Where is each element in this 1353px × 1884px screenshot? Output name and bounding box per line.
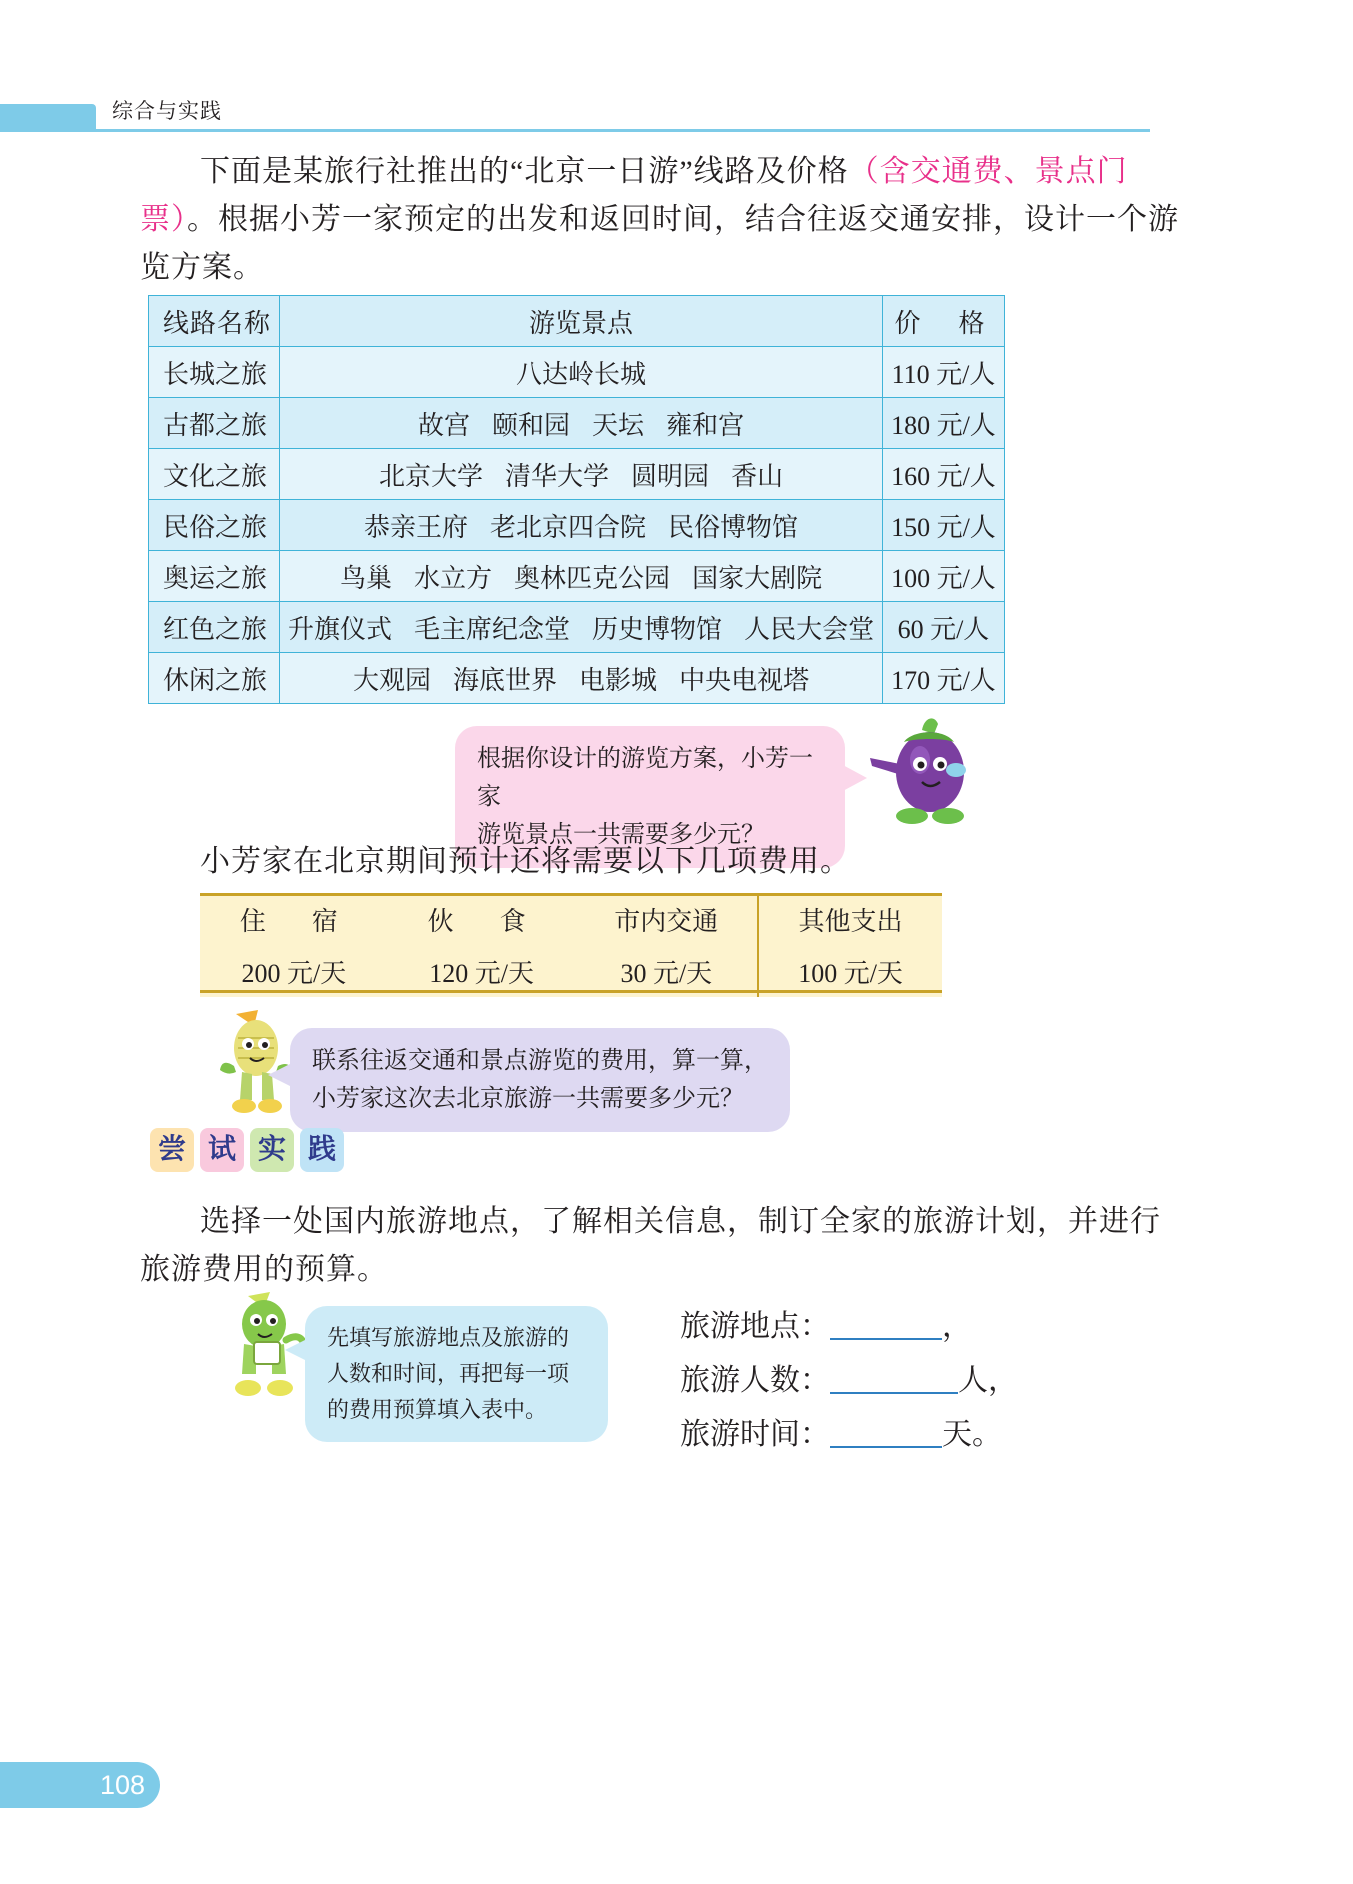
route-price: 150 元/人 — [883, 500, 1005, 551]
cost-value-local-transport: 30 元/天 — [576, 945, 759, 997]
bubble1-line2: 游览景点一共需要多少元？ — [477, 822, 765, 848]
table-header-row — [149, 296, 1005, 347]
spot: 香山 — [731, 461, 784, 491]
spot: 中央电视塔 — [679, 665, 810, 695]
spot: 奥林匹克公园 — [514, 563, 671, 593]
spot: 颐和园 — [492, 410, 571, 440]
fill-in-fields — [680, 1300, 1018, 1462]
route-spots — [280, 500, 883, 551]
section-heading-try-practice — [150, 1128, 344, 1172]
header-accent-tab — [0, 104, 96, 132]
costs-table — [200, 893, 942, 997]
spot: 圆明园 — [631, 461, 710, 491]
fill-in-row-people — [680, 1354, 1018, 1408]
cost-value-lodging: 200 元/天 — [200, 945, 388, 997]
heading-char-4: 践 — [300, 1128, 344, 1172]
heading-char-1: 尝 — [150, 1128, 194, 1172]
fill-in-blank-people[interactable] — [830, 1362, 958, 1394]
route-spots — [280, 347, 883, 398]
spot: 清华大学 — [505, 461, 610, 491]
speech-bubble-question-2 — [290, 1028, 790, 1132]
intro-paragraph — [140, 148, 1180, 292]
route-spots — [280, 398, 883, 449]
route-spots — [280, 602, 883, 653]
table-row — [149, 500, 1005, 551]
spot: 大观园 — [353, 665, 432, 695]
fill-in-label-location: 旅游地点： — [680, 1310, 830, 1343]
spot: 历史博物馆 — [592, 614, 723, 644]
table-row — [149, 398, 1005, 449]
spot: 北京大学 — [379, 461, 484, 491]
costs-header-row — [200, 893, 942, 945]
speech-bubble-instruction-3 — [305, 1306, 608, 1442]
spot: 故宫 — [418, 410, 471, 440]
route-name: 古都之旅 — [149, 398, 280, 449]
eggplant-character-icon — [864, 712, 994, 832]
spot: 恭亲王府 — [364, 512, 469, 542]
route-price: 170 元/人 — [883, 653, 1005, 704]
route-name: 文化之旅 — [149, 449, 280, 500]
routes-table — [148, 295, 1005, 704]
intro-text-after: 。根据小芳一家预定的出发和返回时间，结合往返交通安排，设计一个游览方案。 — [140, 203, 1179, 284]
spot: 鸟巢 — [340, 563, 393, 593]
cost-header-other: 其他支出 — [758, 893, 942, 945]
bubble3-line2: 人数和时间，再把每一项 — [327, 1361, 570, 1386]
header-rule — [0, 129, 1150, 132]
bubble3-line1: 先填写旅游地点及旅游的 — [327, 1325, 570, 1350]
intro-text-before: 下面是某旅行社推出的“北京一日游”线路及价格 — [200, 155, 849, 188]
spot: 天坛 — [592, 410, 645, 440]
route-name: 奥运之旅 — [149, 551, 280, 602]
costs-value-row — [200, 945, 942, 997]
intro-text-highlight: （含交通费、景点门票） — [140, 155, 1128, 236]
bubble2-line2: 小芳家这次去北京旅游一共需要多少元？ — [312, 1086, 744, 1112]
table-row — [149, 551, 1005, 602]
col-header-route-name: 线路名称 — [149, 296, 280, 347]
spot: 民俗博物馆 — [668, 512, 799, 542]
table-row — [149, 602, 1005, 653]
fill-in-label-people: 旅游人数： — [680, 1364, 830, 1397]
route-spots — [280, 449, 883, 500]
bubble2-line1: 联系往返交通和景点游览的费用，算一算， — [312, 1048, 768, 1074]
route-spots — [280, 551, 883, 602]
cost-header-local-transport: 市内交通 — [576, 893, 759, 945]
route-price: 110 元/人 — [883, 347, 1005, 398]
spot: 海底世界 — [453, 665, 558, 695]
route-price: 60 元/人 — [883, 602, 1005, 653]
cost-header-lodging: 住 宿 — [200, 893, 388, 945]
route-price: 100 元/人 — [883, 551, 1005, 602]
route-price: 180 元/人 — [883, 398, 1005, 449]
spot: 升旗仪式 — [288, 614, 393, 644]
fill-in-row-location — [680, 1300, 1018, 1354]
fill-in-unit-people: 人， — [958, 1364, 1018, 1397]
route-name: 休闲之旅 — [149, 653, 280, 704]
table-row — [149, 653, 1005, 704]
heading-char-3: 实 — [250, 1128, 294, 1172]
cost-header-food: 伙 食 — [388, 893, 576, 945]
paragraph-extra-costs: 小芳家在北京期间预计还将需要以下几项费用。 — [200, 845, 851, 878]
spot: 雍和宫 — [666, 410, 745, 440]
cost-value-food: 120 元/天 — [388, 945, 576, 997]
spot: 毛主席纪念堂 — [414, 614, 571, 644]
spot: 水立方 — [414, 563, 493, 593]
table-row — [149, 449, 1005, 500]
route-price: 160 元/人 — [883, 449, 1005, 500]
spot: 国家大剧院 — [692, 563, 823, 593]
route-spots — [280, 653, 883, 704]
page-number: 108 — [100, 1770, 146, 1800]
table-row — [149, 347, 1005, 398]
fill-in-blank-location[interactable] — [830, 1308, 942, 1340]
fill-in-label-days: 旅游时间： — [680, 1418, 830, 1451]
route-name: 民俗之旅 — [149, 500, 280, 551]
bubble1-line1: 根据你设计的游览方案，小芳一家 — [477, 746, 813, 810]
spot: 八达岭长城 — [516, 359, 647, 389]
col-header-spots: 游览景点 — [280, 296, 883, 347]
fill-in-unit-days: 天。 — [942, 1418, 1002, 1451]
spot: 人民大会堂 — [744, 614, 875, 644]
route-name: 长城之旅 — [149, 347, 280, 398]
paragraph-task: 选择一处国内旅游地点，了解相关信息，制订全家的旅游计划，并进行旅游费用的预算。 — [140, 1205, 1161, 1286]
heading-char-2: 试 — [200, 1128, 244, 1172]
cost-value-other: 100 元/天 — [758, 945, 942, 997]
page-title: 综合与实践 — [112, 99, 222, 123]
spot: 老北京四合院 — [490, 512, 647, 542]
col-header-price: 价 格 — [883, 296, 1005, 347]
fill-in-blank-days[interactable] — [830, 1416, 942, 1448]
fill-in-row-days — [680, 1408, 1018, 1462]
route-name: 红色之旅 — [149, 602, 280, 653]
bubble3-line3: 的费用预算填入表中。 — [327, 1397, 548, 1422]
spot: 电影城 — [579, 665, 658, 695]
fill-in-unit-location: ， — [942, 1310, 972, 1343]
